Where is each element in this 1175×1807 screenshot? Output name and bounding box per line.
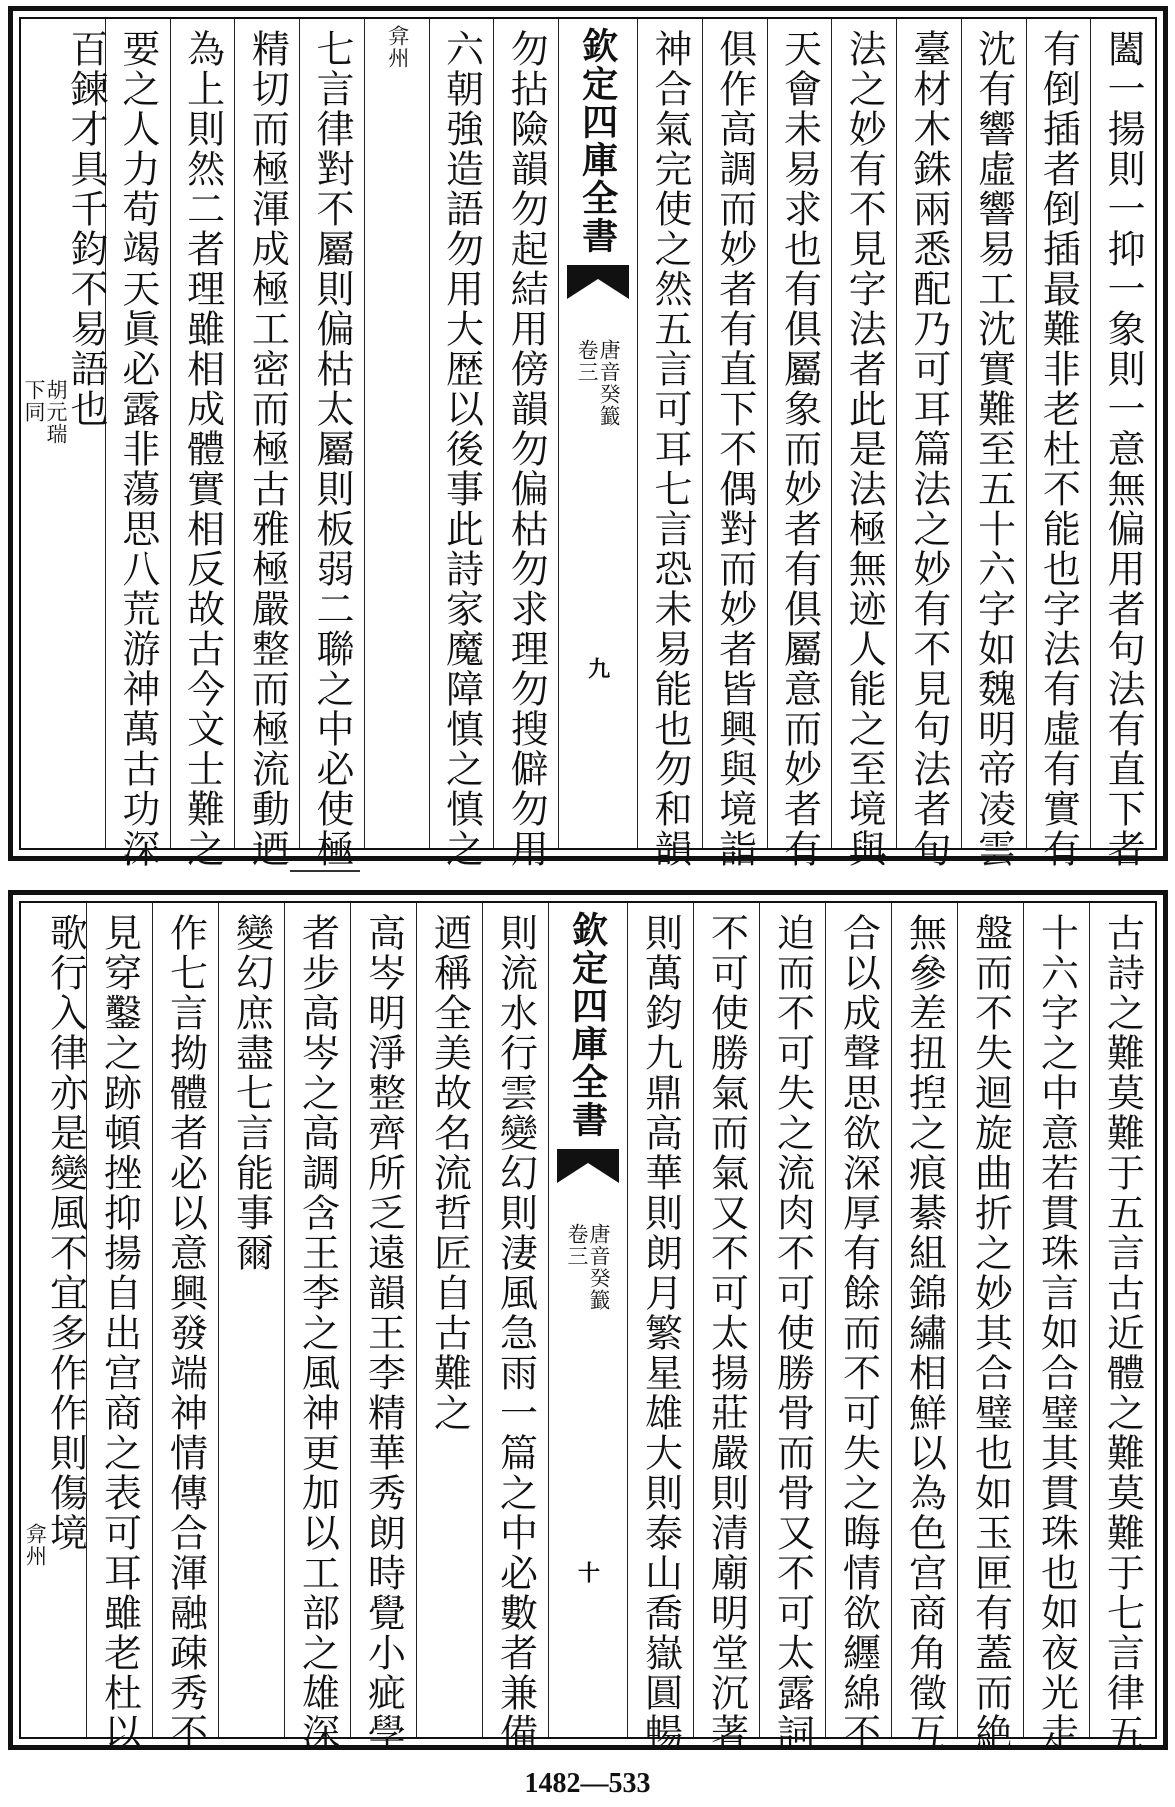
page-number: 九 [584, 657, 611, 679]
attribution-note: 弇州 [385, 25, 410, 69]
volume-label: 唐音癸籖 卷三 [565, 1223, 612, 1311]
text-column: 要之人力苟竭天眞必露非蕩思八荒游神萬古功深 [105, 19, 170, 848]
volume-label: 唐音癸籖 卷三 [575, 339, 622, 427]
text-column: 迺稱全美故名流哲匠自古難之 [416, 903, 482, 1737]
text-column: 七言律對不屬則偏枯太屬則板弱二聯之中必使極 [299, 19, 364, 848]
attribution-note: 胡元瑞 下同 [21, 379, 68, 445]
bottom-text-grid [19, 901, 1157, 1753]
text-column: 臺材木銖兩悉配乃可耳篇法之妙有不見句法者句 [896, 19, 961, 848]
text-column: 百鍊才具千鈞不易語也 胡元瑞 下同 [21, 29, 108, 445]
text-column: 十六字之中意若貫珠言如合璧其貫珠也如夜光走 [1023, 903, 1089, 1737]
text-column: 為上則然二者理雖相成體實相反故古今文士難之 [170, 19, 235, 848]
text-column: 六朝強造語勿用大歴以後事此詩家魔障慎之慎之 [429, 19, 494, 848]
text-column: 古詩之難莫難于五言古近體之難莫難于七言律五 [1089, 903, 1155, 1737]
text-column: 精切而極渾成極工密而極古雅極嚴整而極流動迺 [234, 19, 299, 848]
top-text-grid [19, 17, 1157, 869]
text-column: 闔一揚則一抑一象則一意無偏用者句法有直下者 [1090, 19, 1155, 848]
center-margin [548, 903, 627, 1737]
page-number: 十 [574, 1561, 601, 1583]
text-column: 有倒插者倒插最難非老杜不能也字法有虛有實有 [1026, 19, 1091, 848]
text-column: 神合氣完使之然五言可耳七言恐未易能也勿和韻 [637, 19, 702, 848]
attribution-note: 弇州 [23, 1523, 48, 1567]
page-divider [290, 870, 360, 872]
catalog-number: 1482—533 [524, 1768, 651, 1799]
text-column [364, 19, 429, 848]
text-column: 迫而不可失之流肉不可使勝骨而骨又不可太露詞 [759, 903, 825, 1737]
fishtail-mark-icon [567, 265, 629, 299]
text-column: 見穿鑿之跡頓挫抑揚自出宫商之表可耳雖老杜以 [86, 903, 152, 1737]
center-margin [558, 19, 637, 848]
text-column: 則萬鈞九鼎高華則朗月繁星雄大則泰山喬嶽圓暢 [627, 903, 693, 1737]
text-column: 法之妙有不見字法者此是法極無迹人能之至境與 [831, 19, 896, 848]
text-column: 不可使勝氣而氣又不可太揚莊嚴則清廟明堂沉著 [693, 903, 759, 1737]
text-column: 合以成聲思欲深厚有餘而不可失之晦情欲纒綿不 [825, 903, 891, 1737]
text-column: 天會未易求也有俱屬象而妙者有俱屬意而妙者有 [767, 19, 832, 848]
top-page [8, 6, 1168, 869]
bottom-page [8, 890, 1168, 1753]
text-column: 沈有響虛響易工沈實難至五十六字如魏明帝凌雲 [961, 19, 1026, 848]
text-column: 高岑明淨整齊所乏遠韻王李精華秀朗時覺小疵學 [350, 903, 416, 1737]
book-title: 欽定四庫全書 [566, 911, 609, 1139]
fishtail-mark-icon [557, 1149, 619, 1183]
text-column: 歌行入律亦是變風不宜多作作則傷境 弇州 [23, 913, 88, 1567]
book-title: 欽定四庫全書 [576, 27, 619, 255]
text-column: 無參差扭揑之痕綦組錦繡相鮮以為色宫商角徵互 [891, 903, 957, 1737]
text-column: 變幻庶盡七言能事爾 [218, 903, 284, 1737]
text-column: 盤而不失迴旋曲折之妙其合璧也如玉匣有蓋而絶 [957, 903, 1023, 1737]
text-column: 俱作高調而妙者有直下不偶對而妙者皆興與境詣 [702, 19, 767, 848]
text-column: 則流水行雲變幻則淒風急雨一篇之中必數者兼備 [482, 903, 548, 1737]
text-column: 勿拈險韻勿起結用傍韻勿偏枯勿求理勿搜僻勿用 [493, 19, 558, 848]
text-column: 者步高岑之高調含王李之風神更加以工部之雄深 [284, 903, 350, 1737]
text-column: 作七言拗體者必以意興發端神情傳合渾融疎秀不 [152, 903, 218, 1737]
